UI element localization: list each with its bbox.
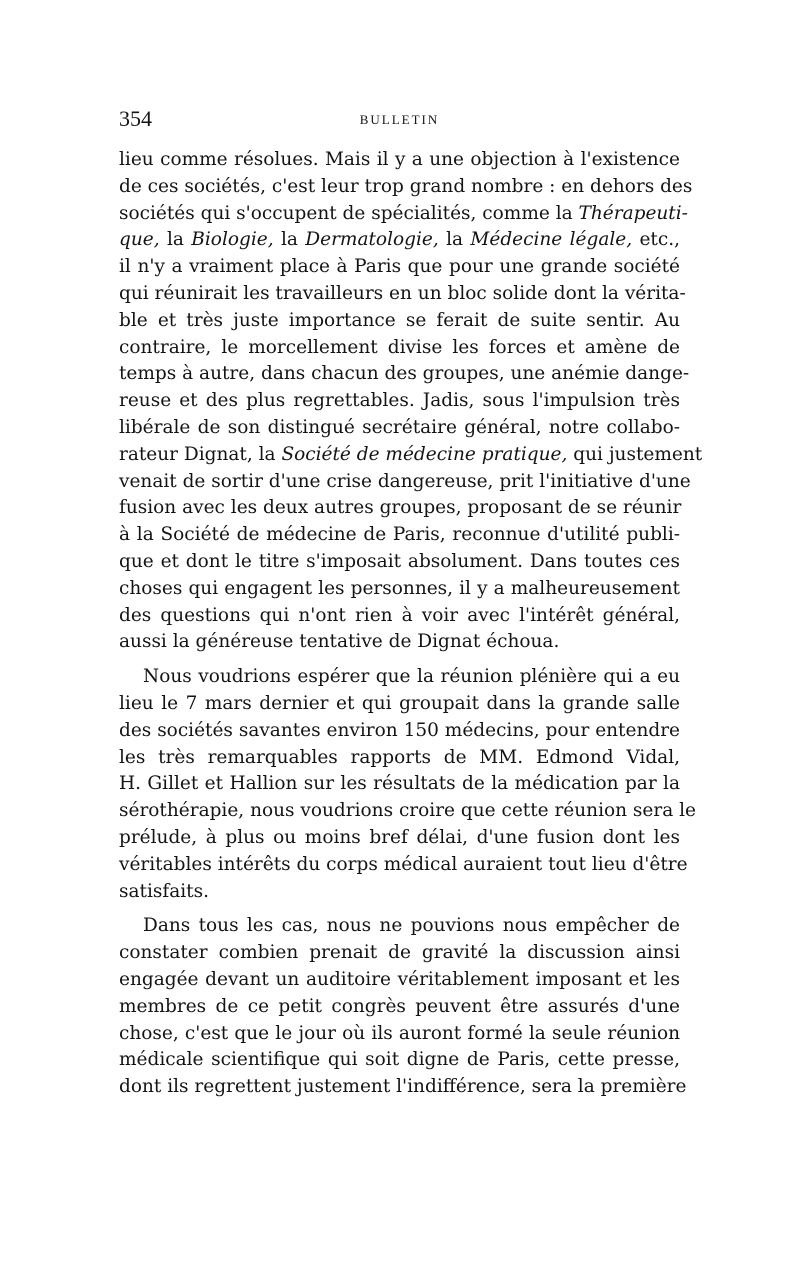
text-segment: venait de sortir d'une crise dangereuse, prit l'initiative d'une [119, 470, 691, 492]
text-segment: temps à autre, dans chacun des groupes, une anémie dange- [119, 363, 690, 385]
text-segment: sociétés qui s'occupent de spécialités, comme la [119, 202, 579, 224]
text-segment: aussi la généreuse tentative de Dignat échoua. [119, 631, 560, 653]
text-segment: sérothérapie, nous voudrions croire que cette réunion sera le [119, 800, 696, 822]
italic-title: Biologie, [191, 229, 274, 251]
text-segment: la [438, 229, 471, 251]
text-segment: membres de ce petit congrès peuvent être assurés d'une [119, 995, 680, 1017]
text-line [119, 361, 690, 388]
text-segment: des sociétés savantes environ 150 médecins, pour entendre [119, 719, 680, 741]
text-line [119, 495, 680, 522]
text-line [119, 576, 680, 603]
text-segment: à la Société de médecine de Paris, reconnue d'utilité publi- [119, 524, 680, 546]
text-line [119, 798, 696, 825]
text-line [119, 967, 680, 994]
text-line [119, 629, 680, 656]
text-line [119, 825, 680, 852]
text-segment: etc., [632, 229, 680, 251]
text-line [119, 415, 680, 442]
text-segment: contraire, le morcellement divise les forces et amène de [119, 336, 680, 358]
text-segment: libérale de son distingué secrétaire général, notre collabo- [119, 416, 680, 438]
text-segment: médicale scientifique qui soit digne de Paris, cette presse, [119, 1049, 680, 1071]
running-head: BULLETIN [359, 112, 440, 127]
text-segment: Nous voudrions espérer que la réunion plénière qui a eu [143, 666, 680, 688]
text-line [119, 227, 680, 254]
text-line [119, 1074, 687, 1101]
text-line [119, 940, 680, 967]
text-line [119, 879, 680, 906]
text-line [119, 549, 680, 576]
text-line [119, 201, 688, 228]
text-line [119, 994, 680, 1021]
text-segment: choses qui engagent les personnes, il y a malheureusement [119, 577, 680, 599]
text-segment: de ces sociétés, c'est leur trop grand nombre : en dehors des [119, 175, 693, 197]
text-segment: il n'y a vraiment place à Paris que pour une grande société [119, 256, 680, 278]
text-segment: Dans tous les cas, nous ne pouvions nous empêcher de [143, 915, 680, 937]
text-segment: qui justement [567, 443, 703, 465]
page-number: 354 [119, 106, 152, 131]
italic-title: que, [119, 229, 160, 251]
text-line [119, 745, 680, 772]
text-segment: ble et très juste importance se ferait de suite sentir. Au [119, 309, 680, 331]
text-line [119, 771, 680, 798]
text-line [119, 603, 680, 630]
text-segment: lieu le 7 mars dernier et qui groupait dans la grande salle [119, 692, 680, 714]
text-line [119, 718, 680, 745]
text-segment: chose, c'est que le jour où ils auront formé la seule réunion [119, 1022, 680, 1044]
text-segment: véritables intérêts du corps médical auraient tout lieu d'être [119, 853, 688, 875]
text-line [119, 522, 680, 549]
text-segment: prélude, à plus ou moins bref délai, d'une fusion dont les [119, 826, 680, 848]
text-line [119, 174, 693, 201]
italic-title: Médecine légale, [470, 229, 633, 251]
text-line [119, 388, 680, 415]
text-segment: des questions qui n'ont rien à voir avec l'intérêt général, [119, 604, 680, 626]
text-line [119, 335, 680, 362]
text-segment: dont ils regrettent justement l'indifférence, sera la première [119, 1076, 687, 1098]
text-line [119, 281, 686, 308]
text-segment: que et dont le titre s'imposait absolument. Dans toutes ces [119, 550, 680, 572]
text-segment: la [159, 229, 192, 251]
body-text [119, 147, 703, 1101]
paragraph-gap [119, 905, 680, 913]
text-line [119, 1047, 680, 1074]
text-segment: constater combien prenait de gravité la discussion ainsi [119, 942, 680, 964]
text-line [119, 913, 680, 940]
page-header [119, 106, 680, 136]
text-line [119, 691, 680, 718]
text-segment: fusion avec les deux autres groupes, proposant de se réunir [119, 497, 682, 519]
italic-title: Société de médecine pratique, [281, 443, 568, 465]
italic-title: Dermatologie, [305, 229, 439, 251]
text-line [119, 469, 691, 496]
text-segment: reuse et des plus regrettables. Jadis, sous l'impulsion très [119, 390, 680, 412]
text-line [119, 442, 703, 469]
text-line [119, 664, 680, 691]
text-line [119, 852, 688, 879]
text-segment: rateur Dignat, la [119, 443, 282, 465]
text-segment: engagée devant un auditoire véritablement imposant et les [119, 968, 680, 990]
text-segment: H. Gillet et Hallion sur les résultats de la médication par la [119, 773, 680, 795]
italic-title: Thérapeuti- [578, 202, 688, 224]
text-line [119, 254, 680, 281]
text-line [119, 147, 680, 174]
paragraph-gap [119, 656, 680, 664]
text-segment: les très remarquables rapports de MM. Edmond Vidal, [119, 746, 680, 768]
text-line [119, 1021, 680, 1048]
text-segment: lieu comme résolues. Mais il y a une objection à l'existence [119, 149, 680, 170]
text-line [119, 308, 680, 335]
text-segment: satisfaits. [119, 880, 209, 902]
text-segment: qui réunirait les travailleurs en un bloc solide dont la vérita- [119, 282, 686, 304]
text-segment: la [273, 229, 306, 251]
